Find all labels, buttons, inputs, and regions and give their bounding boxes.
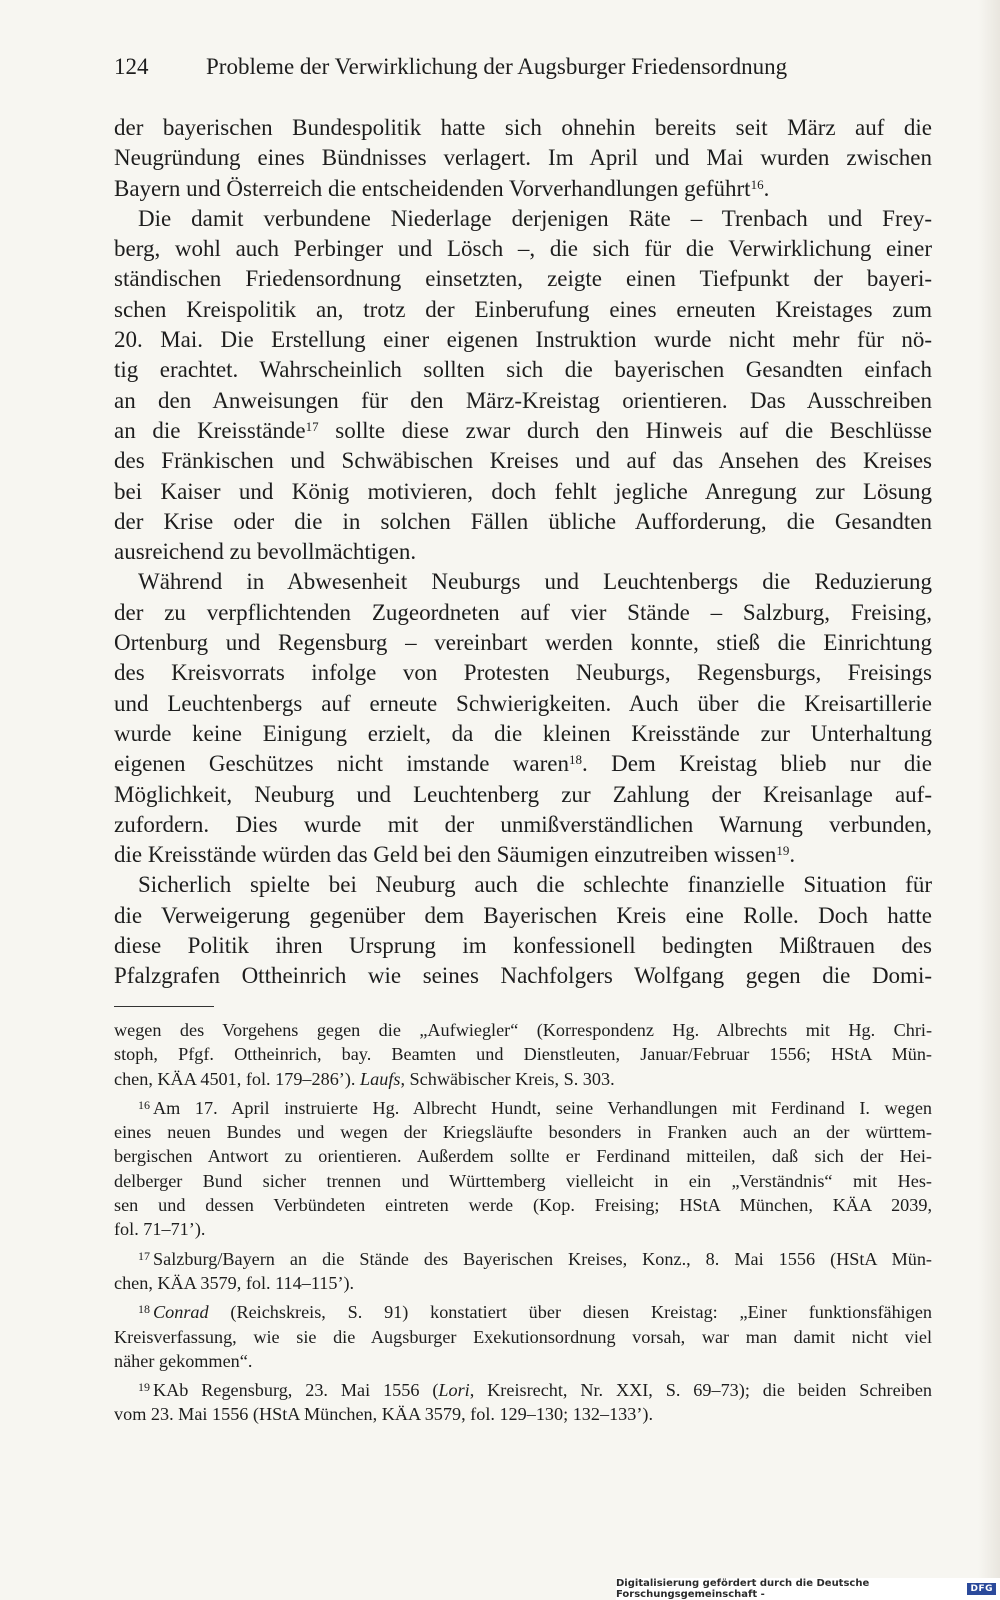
footnote-16: [114, 1096, 932, 1242]
text-span: . Dem Kreistag blieb nur die: [581, 751, 932, 777]
text-span: an die Kreisstände: [114, 417, 306, 443]
author-italic: Laufs: [360, 1068, 401, 1089]
footnote-line: [114, 1096, 932, 1120]
text-line: des Kreisvorrats infolge von Protesten Neuburgs, Regensburgs, Freisings: [114, 660, 932, 686]
text-line: und Leuchtenbergs auf erneute Schwierigkeiten. Auch über die Kreisartillerie: [114, 690, 932, 716]
footnote-number: 18: [138, 1302, 150, 1317]
text-line: zufordern. Dies wurde mit der unmißverständlichen Warnung verbunden,: [114, 811, 932, 837]
footnote-line: näher gekommen“.: [114, 1350, 253, 1371]
footnotes: [114, 1018, 932, 1432]
text-span: , Schwäbischer Kreis, S. 303.: [400, 1068, 615, 1089]
text-line: Ortenburg und Regensburg – vereinbart werden konnte, stieß die Einrichtung: [114, 630, 932, 656]
text-line: Während in Abwesenheit Neuburgs und Leuchtenbergs die Reduzierung: [138, 569, 932, 595]
footnote-line: [114, 1247, 932, 1271]
text-span: chen, KÄA 4501, fol. 179–286’).: [114, 1068, 356, 1089]
footnote-line: eines neuen Bundes und wegen der Kriegsläufte besonders in Franken auch an der württem-: [114, 1122, 932, 1143]
footnote-line: [114, 1378, 932, 1402]
footnote-line: chen, KÄA 3579, fol. 114–115’).: [114, 1272, 355, 1293]
text-line: der Krise oder die in solchen Fällen übliche Aufforderung, die Gesandten: [114, 508, 932, 534]
dfg-logo: DFG: [967, 1583, 996, 1595]
text-line: berg, wohl auch Perbinger und Lösch –, die sich für die Verwirklichung einer: [114, 236, 932, 262]
footnote-line: fol. 71–71’).: [114, 1219, 206, 1240]
page-number: 124: [114, 54, 149, 79]
text-line: des Fränkischen und Schwäbischen Kreises und auf das Ansehen des Kreises: [114, 448, 932, 474]
footnote-line: wegen des Vorgehens gegen die „Aufwiegler“ (Korrespondenz Hg. Albrechts mit Hg. Chri-: [114, 1020, 932, 1040]
footnote-continuation: [114, 1018, 932, 1091]
footnote-line: [114, 1300, 932, 1324]
text-span: Salzburg/Bayern an die Stände des Bayerischen Kreises, Konz., 8. Mai 1556 (HStA Mün-: [153, 1248, 932, 1269]
footnote-ref-19: 19: [776, 843, 790, 859]
text-line: [114, 416, 932, 446]
footnote-line: stoph, Pfgf. Ottheinrich, bay. Beamten und Dienstleuten, Januar/Februar 1556; HStA Mün-: [114, 1044, 932, 1065]
text-line: ausreichend zu bevollmächtigen.: [114, 539, 417, 565]
text-line: an den Anweisungen für den März-Kreistag orientieren. Das Ausschreiben: [114, 387, 932, 413]
text-span: , Kreisrecht, Nr. XXI, S. 69–73); die beiden Schreiben: [469, 1380, 932, 1401]
text-span: die Kreisstände würden das Geld bei den Säumigen einzutreiben wissen: [114, 842, 777, 868]
footnote-18: [114, 1300, 932, 1373]
footnote-line: vom 23. Mai 1556 (HStA München, KÄA 3579, fol. 129–130; 132–133’).: [114, 1404, 654, 1425]
credit-text: Digitalisierung gefördert durch die Deutsche Forschungsgemeinschaft -: [616, 1578, 870, 1600]
text-line: Neugründung eines Bündnisses verlagert. Im April und Mai wurden zwischen: [114, 145, 932, 171]
author-italic: Conrad: [153, 1302, 209, 1323]
text-span: (Reichskreis, S. 91) konstatiert über diesen Kreistag: „Einer funktionsfähigen: [230, 1302, 932, 1323]
footnote-number: 17: [138, 1248, 150, 1263]
text-line: Die damit verbundene Niederlage derjenigen Räte – Trenbach und Frey-: [138, 205, 932, 231]
text-span: .: [789, 842, 796, 868]
footnote-number: 16: [138, 1097, 150, 1112]
author-italic: Lori: [438, 1380, 470, 1401]
text-line: [114, 174, 932, 204]
text-line: der bayerischen Bundespolitik hatte sich ohnehin bereits seit März auf die: [114, 115, 932, 140]
footnote-line: [114, 1067, 932, 1091]
text-line: [114, 840, 932, 870]
text-span: sollte diese zwar durch den Hinweis auf die Beschlüsse: [335, 417, 933, 443]
text-span: KAb Regensburg, 23. Mai 1556 (: [153, 1380, 439, 1401]
text-line: schen Kreispolitik an, trotz der Einberufung eines erneuten Kreistages zum: [114, 296, 932, 322]
main-text: [114, 113, 932, 992]
text-line: Pfalzgrafen Ottheinrich wie seines Nachfolgers Wolfgang gegen die Domi-: [114, 963, 932, 989]
text-line: wurde keine Einigung erzielt, da die kleinen Kreisstände zur Unterhaltung: [114, 720, 932, 746]
text-line: ständischen Friedensordnung einsetzten, zeigte einen Tiefpunkt der bayeri-: [114, 266, 932, 292]
text-span: Bayern und Österreich die entscheidenden Vorverhandlungen geführt: [114, 175, 751, 201]
page-edge-shadow: [978, 0, 1000, 1600]
footnote-19: [114, 1378, 932, 1427]
footnote-line: delberger Bund sicher trennen und Württemberg vielleicht in ein „Verständnis“ mit Hes-: [114, 1170, 932, 1191]
text-span: Am 17. April instruierte Hg. Albrecht Hundt, seine Verhandlungen mit Ferdinand I. wegen: [153, 1097, 932, 1118]
footnote-line: Kreisverfassung, wie sie die Augsburger Exekutionsordnung vorsah, war man damit nicht viel: [114, 1326, 932, 1347]
text-line: [114, 749, 932, 779]
footnote-ref-16: 16: [750, 176, 764, 192]
running-title: Probleme der Verwirklichung der Augsburger Friedensordnung: [206, 54, 788, 79]
footnote-number: 19: [138, 1380, 150, 1395]
text-line: die Verweigerung gegenüber dem Bayerischen Kreis eine Rolle. Doch hatte: [114, 902, 932, 928]
running-header: [114, 54, 834, 80]
text-line: tig erachtet. Wahrscheinlich sollten sich die bayerischen Gesandten einfach: [114, 357, 932, 383]
text-line: Sicherlich spielte bei Neuburg auch die schlechte finanzielle Situation für: [138, 872, 932, 898]
footnote-ref-18: 18: [568, 752, 582, 768]
text-line: 20. Mai. Die Erstellung einer eigenen Instruktion wurde nicht mehr für nö-: [114, 327, 932, 353]
text-line: Möglichkeit, Neuburg und Leuchtenberg zur Zahlung der Kreisanlage auf-: [114, 781, 932, 807]
footnote-ref-17: 17: [305, 418, 319, 434]
text-span: eigenen Geschützes nicht imstande waren: [114, 751, 569, 777]
footnote-17: [114, 1247, 932, 1296]
footnote-line: bergischen Antwort zu orientieren. Außerdem sollte er Ferdinand mitteilen, daß sich der Hei-: [114, 1146, 932, 1167]
digitization-credit: [616, 1578, 1000, 1600]
footnote-separator: [114, 1006, 214, 1007]
text-line: der zu verpflichtenden Zugeordneten auf vier Stände – Salzburg, Freising,: [114, 599, 932, 625]
footnote-line: sen und dessen Verbündeten eintreten werde (Kop. Freising; HStA München, KÄA 2039,: [114, 1195, 932, 1216]
text-line: diese Politik ihren Ursprung im konfessionell bedingten Mißtrauen des: [114, 933, 932, 959]
text-span: .: [763, 175, 770, 201]
text-line: bei Kaiser und König motivieren, doch fehlt jegliche Anregung zur Lösung: [114, 478, 932, 504]
